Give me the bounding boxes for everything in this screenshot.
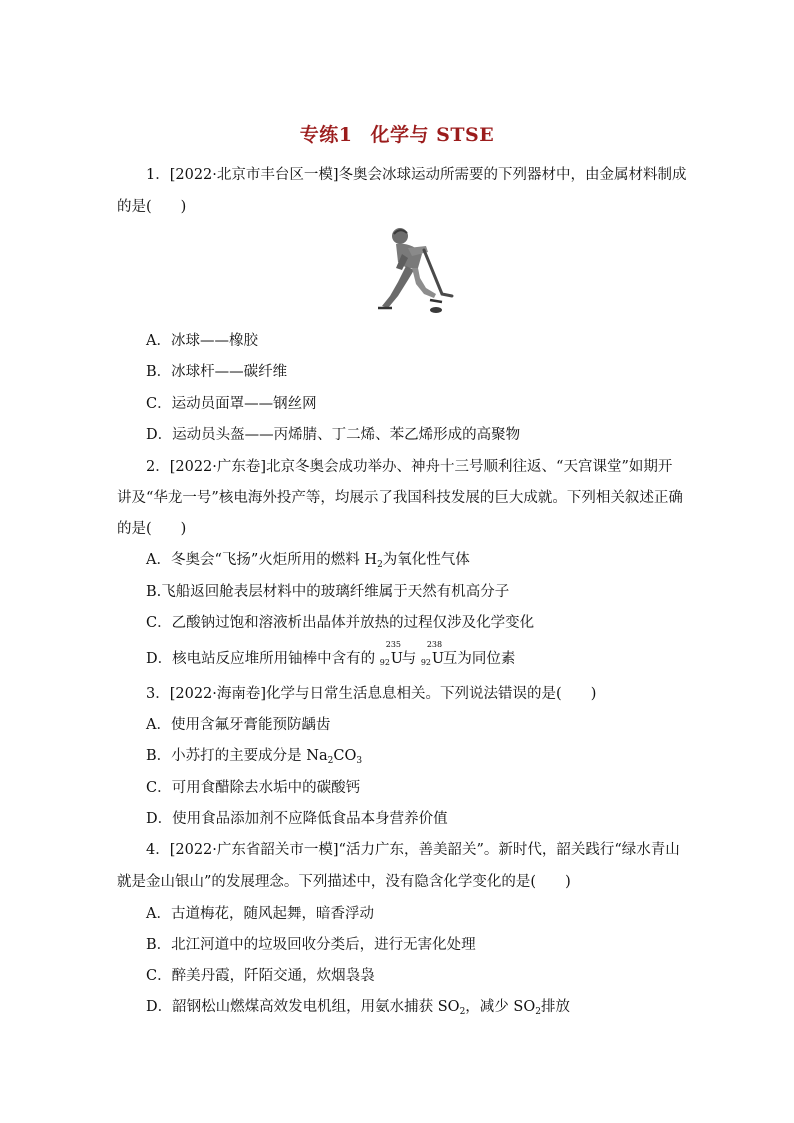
- page-title: [0, 120, 794, 147]
- isotope-u238: 238 92 U: [420, 640, 445, 667]
- q2-option-a: A．冬奥会“飞扬”火炬所用的燃料 $H_2$为氧化性气体: [146, 552, 470, 570]
- q1-option-c: C．运动员面罩——钢丝网: [146, 396, 317, 412]
- q3-option-d: D．使用食品添加剂不应降低食品本身营养价值: [146, 811, 448, 827]
- q1-option-d: D．运动员头盔——丙烯腈、丁二烯、苯乙烯形成的高聚物: [146, 427, 521, 443]
- q2-option-d: D．核电站反应堆所用铀棒中含有的 235 92 U 与 238 92 U 互为同位素: [146, 640, 516, 667]
- q4-option-b: B．北江河道中的垃圾回收分类后，进行无害化处理: [146, 937, 476, 953]
- ice-hockey-player-icon: [372, 224, 458, 318]
- q1-stem-line2: 的是( ): [117, 199, 187, 215]
- q4-option-d: D．韶钢松山燃煤高效发电机组，用氨水捕获 $SO_2$，减少 $SO_2$排放: [146, 999, 570, 1017]
- title-number: 1: [338, 124, 353, 146]
- q4-option-c: C．醉美丹霞，阡陌交通，炊烟袅袅: [146, 968, 375, 984]
- q2-option-b: B.飞船返回舱表层材料中的玻璃纤维属于天然有机高分子: [146, 584, 510, 600]
- q2-stem-line2: 讲及“华龙一号”核电海外投产等，均展示了我国科技发展的巨大成就。下列相关叙述正确: [117, 490, 683, 506]
- q2-stem-line1: 2．[2022·广东卷]北京冬奥会成功举办、神舟十三号顺利往返、“天宫课堂”如期开: [146, 459, 673, 475]
- q4-option-a: A．古道梅花，随风起舞，暗香浮动: [146, 906, 374, 922]
- q1-option-a: A．冰球——橡胶: [146, 333, 258, 349]
- q3-stem: 3．[2022·海南卷]化学与日常生活息息相关。下列说法错误的是( ): [146, 686, 597, 702]
- title-subject: 化学与 STSE: [370, 124, 495, 146]
- q3-option-a: A．使用含氟牙膏能预防龋齿: [146, 717, 331, 733]
- title-prefix: 专练: [299, 124, 339, 146]
- q1-stem-line1: 1．[2022·北京市丰台区一模]冬奥会冰球运动所需要的下列器材中，由金属材料制成: [146, 167, 687, 183]
- q2-option-c: C．乙酸钠过饱和溶液析出晶体并放热的过程仅涉及化学变化: [146, 615, 535, 631]
- q2-stem-line3: 的是( ): [117, 521, 187, 537]
- q3-option-c: C．可用食醋除去水垢中的碳酸钙: [146, 780, 361, 796]
- q1-option-b: B．冰球杆——碳纤维: [146, 364, 288, 380]
- isotope-u235: 235 92 U: [379, 640, 403, 667]
- q4-stem-line1: 4．[2022·广东省韶关市一模]“活力广东，善美韶关”。新时代，韶关践行“绿水青山: [146, 842, 680, 858]
- q3-option-b: B．小苏打的主要成分是 $Na_2CO_3$: [146, 748, 363, 766]
- q4-stem-line2: 就是金山银山”的发展理念。下列描述中，没有隐含化学变化的是( ): [117, 874, 571, 890]
